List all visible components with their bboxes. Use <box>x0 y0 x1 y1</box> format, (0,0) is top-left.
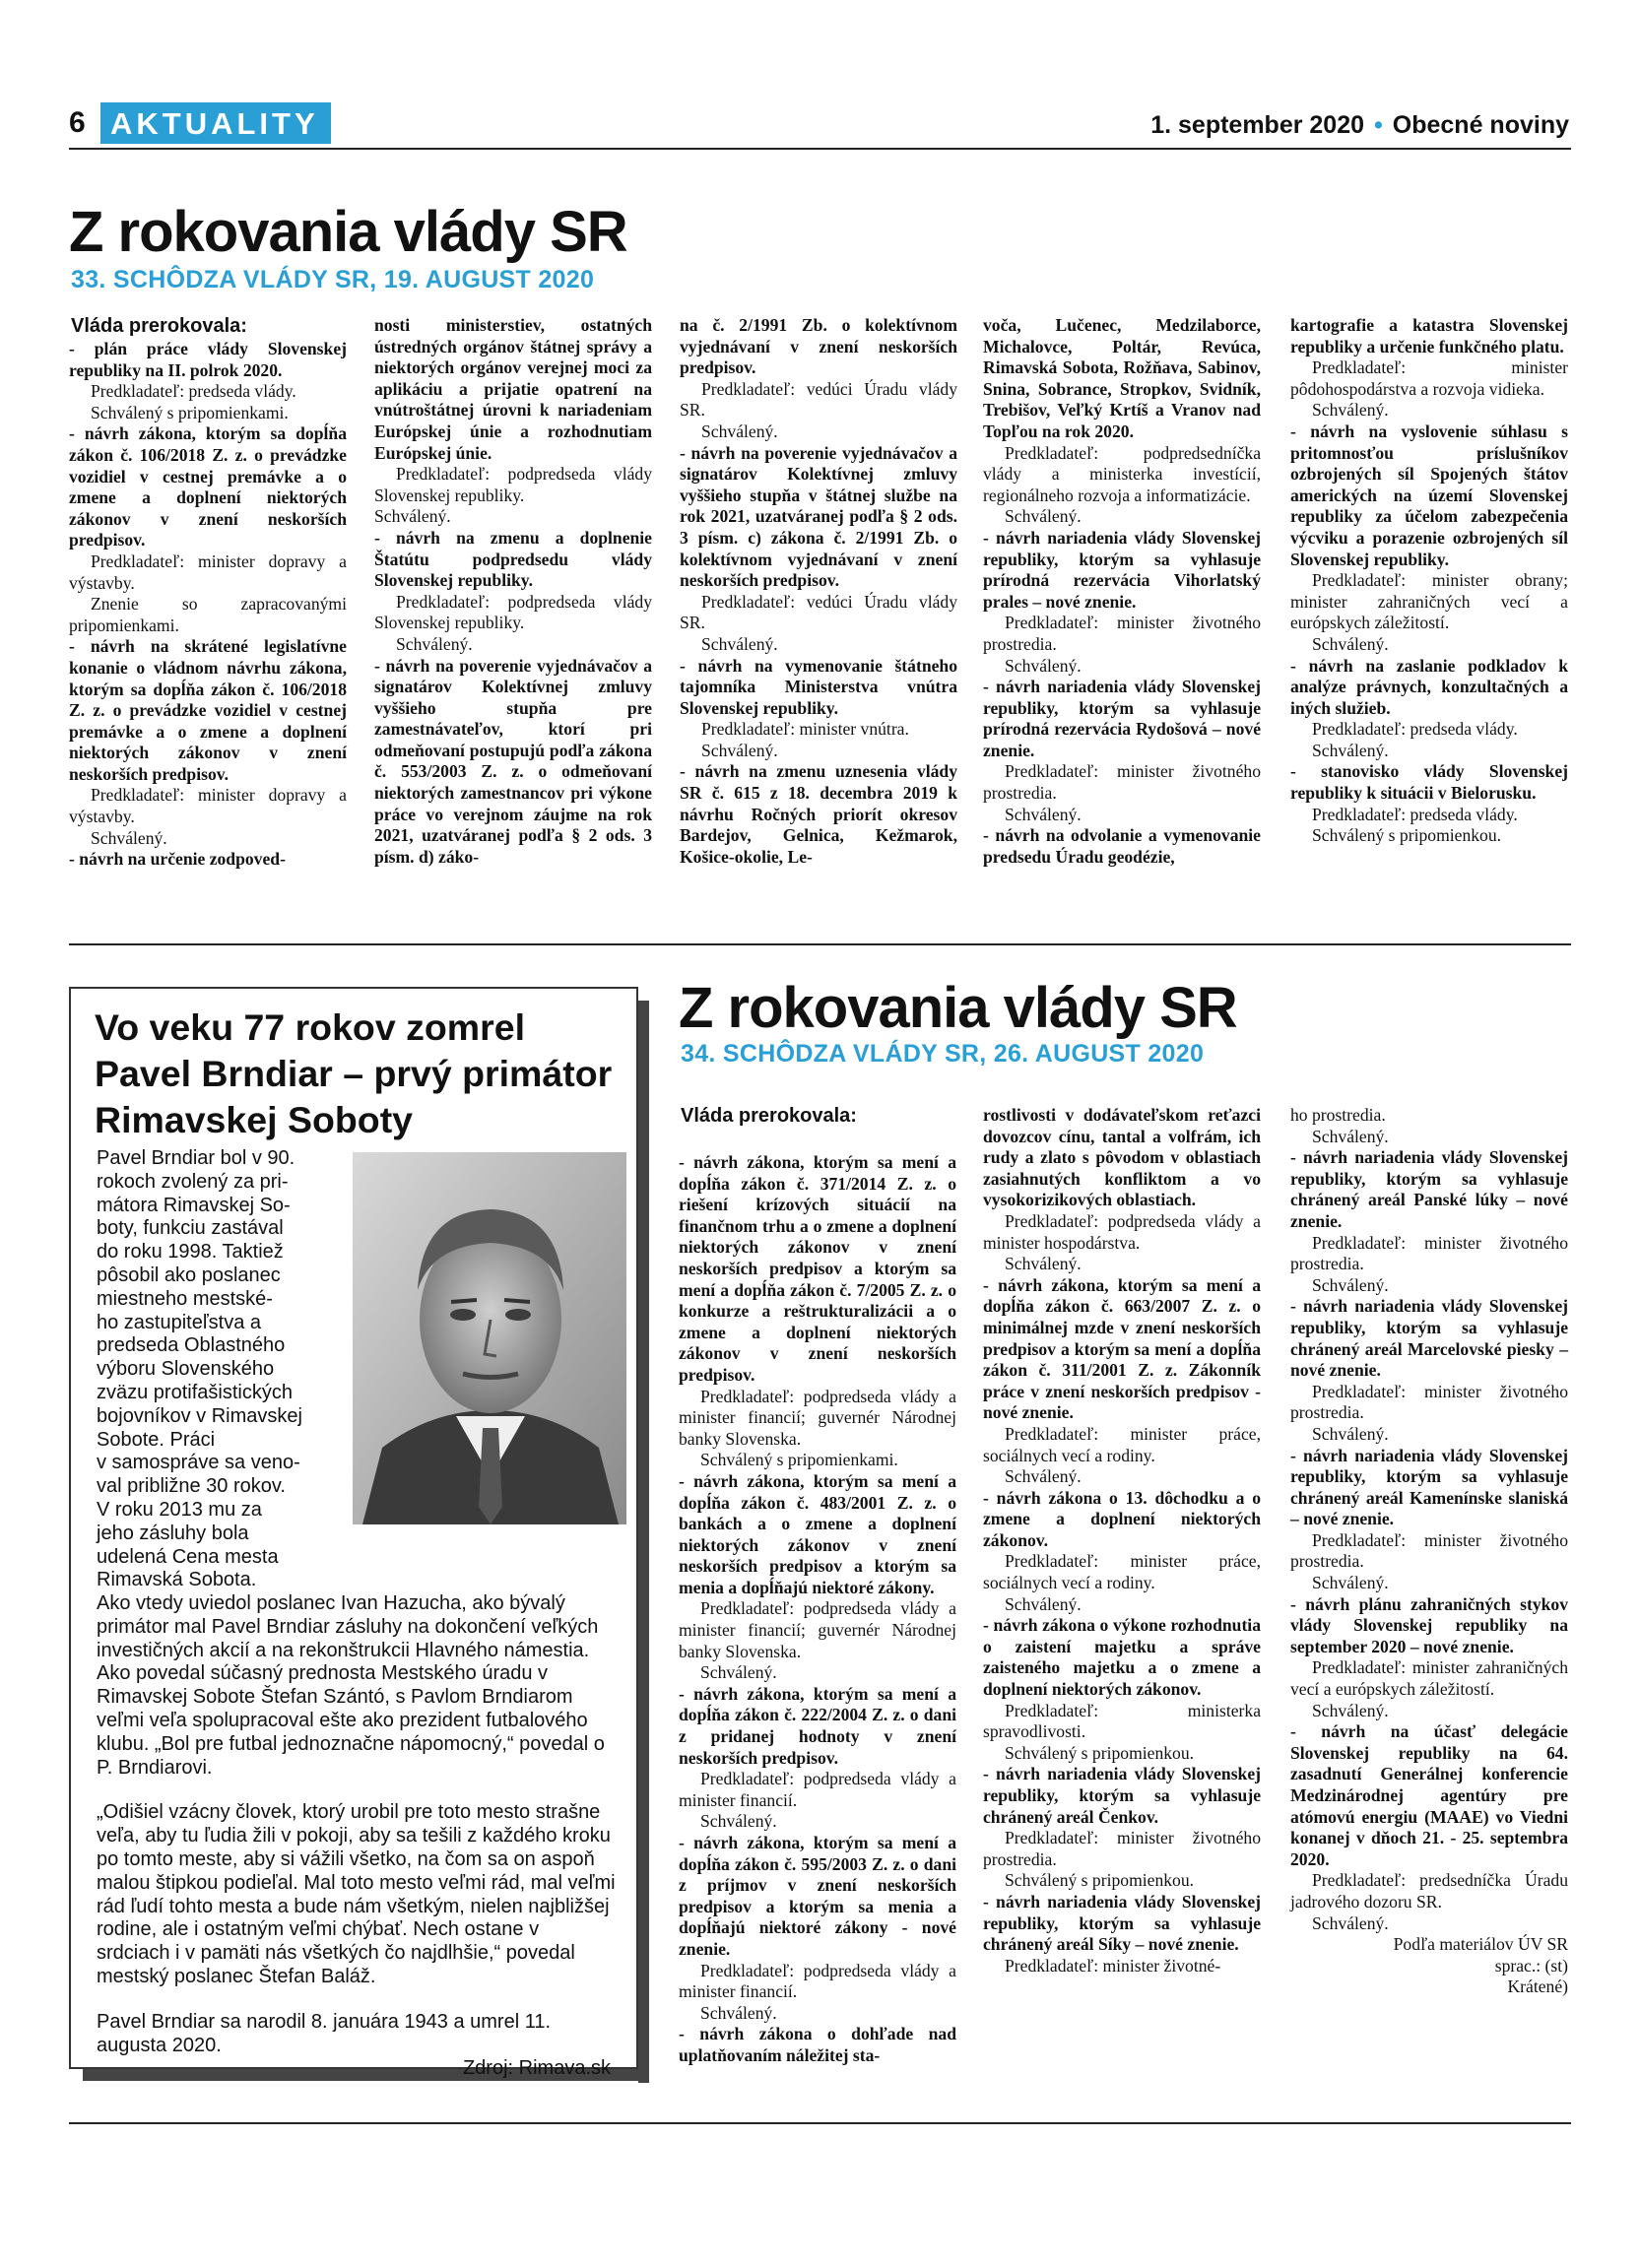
agenda-note: Schválený. <box>700 1811 777 1832</box>
article1-column-2 <box>374 315 652 868</box>
article1-column-4 <box>983 315 1261 868</box>
agenda-note: Schválený. <box>1312 633 1389 654</box>
obituary-intro-line: v samospráve sa veno- <box>97 1452 300 1474</box>
agenda-note: Predkladateľ: minister životného prostredia. <box>983 613 1261 654</box>
agenda-note: Predkladateľ: minister dopravy a výstavby. <box>69 785 347 827</box>
agenda-note: Predkladateľ: minister zahraničných vecí a európskych záležitostí. <box>1290 1657 1568 1700</box>
agenda-item: - návrh nariadenia vlády Slovenskej republiky, ktorým sa vyhlasuje chránený areál Marcelovské piesky – nové znenie. <box>1290 1296 1568 1381</box>
agenda-item: - návrh zákona, ktorým sa mení a dopĺňa zákon č. 222/2004 Z. z. o dani z pridanej hodnoty v znení neskorších predpisov. <box>679 1683 956 1768</box>
credit-line: Podľa materiálov ÚV SR <box>1393 1934 1568 1955</box>
agenda-item: - návrh zákona, ktorým sa mení a dopĺňa zákon č. 595/2003 Z. z. o dani z príjmov v znení neskorších predpisov a ktorým sa menia a dopĺňajú niektoré zákony - nové znenie. <box>679 1833 956 1959</box>
obituary-intro-line: zväzu protifašistických <box>97 1381 293 1403</box>
agenda-note: Predkladateľ: minister vnútra. <box>701 719 909 740</box>
agenda-note: Schválený. <box>1312 1126 1389 1146</box>
agenda-note: Schválený s pripomienkou. <box>1005 1870 1195 1891</box>
box-shadow-right <box>638 1001 649 2083</box>
agenda-note: Schválený s pripomienkou. <box>1312 825 1502 846</box>
obituary-intro-line: udelená Cena mesta <box>97 1545 279 1568</box>
agenda-note: Predkladateľ: podpredseda vlády Slovenskej republiky. <box>374 591 652 633</box>
agenda-item: rostlivosti v dodávateľskom reťazci dovozcov cínu, tantal a volfrám, ich rudy a zlato s pôvodom v oblastiach zasiahnutých konfliktom a vo vysokorizikových oblastiach. <box>983 1105 1261 1210</box>
obituary-intro-line: val približne 30 rokov. <box>97 1475 286 1498</box>
agenda-note: ho prostredia. <box>1290 1105 1386 1125</box>
agenda-note: Predkladateľ: minister životného prostredia. <box>983 1828 1261 1869</box>
agenda-item: - návrh na vyslovenie súhlasu s pritomnosťou príslušníkov ozbrojených síl Spojených štátov amerických na území Slovenskej republiky za účelom zabezpečenia výcviku a porazenie ozbrojených síl Slovenskej republiky. <box>1290 421 1568 569</box>
obituary-birth: Pavel Brndiar sa narodil 8. januára 1943 a umrel 11. augusta 2020. <box>97 2010 552 2056</box>
article1-lead: Vláda prerokovala: <box>71 315 247 337</box>
obituary-intro-line: do roku 1998. Taktiež <box>97 1241 284 1264</box>
agenda-note: Schválený s pripomienkami. <box>91 402 289 422</box>
agenda-item: - návrh na vymenovanie štátneho tajomníka Ministerstva vnútra Slovenskej republiky. <box>680 655 957 718</box>
agenda-note: Schválený. <box>91 827 167 848</box>
agenda-item: - návrh na poverenie vyjednávačov a signatárov Kolektívnej zmluvy vyššieho stupňa pre zamestnávateľov, ktorí pri odmeňovaní postupujú podľa zákona č. 553/2003 Z. z. o odmeňovaní niektorých zamestnancov pri výkone práce vo verejnom záujme na rok 2021, uzatváranej podľa § 2 ods. 3 písm. d) záko- <box>374 655 652 867</box>
agenda-note: Predkladateľ: predseda vlády. <box>1312 719 1518 740</box>
agenda-item: - návrh zákona, ktorým sa dopĺňa zákon č. 106/2018 Z. z. o prevádzke vozidiel v cestnej premávke a o zmene a doplnení niektorých zákonov v znení neskorších predpisov. <box>69 423 347 551</box>
agenda-note: Predkladateľ: predseda vlády. <box>1312 804 1518 824</box>
agenda-note: Predkladateľ: podpredseda vlády a minister hospodárstva. <box>983 1210 1261 1253</box>
agenda-note: Schválený. <box>1312 1573 1389 1593</box>
agenda-note: Schválený. <box>1312 1274 1389 1295</box>
obituary-intro-line: Sobote. Práci <box>97 1428 216 1451</box>
agenda-note: Schválený. <box>700 1662 777 1683</box>
article2-subtitle: 34. SCHÔDZA VLÁDY SR, 26. AUGUST 2020 <box>681 1040 1205 1068</box>
section-label: AKTUALITY <box>100 102 331 144</box>
agenda-note: Predkladateľ: vedúci Úradu vlády SR. <box>680 378 957 421</box>
article2-lead: Vláda prerokovala: <box>681 1105 857 1127</box>
agenda-item: - návrh nariadenia vlády Slovenskej republiky, ktorým sa vyhlasuje chránený areál Kamenínske slaniská – nové znenie. <box>1290 1445 1568 1529</box>
agenda-item: - návrh na zmenu uznesenia vlády SR č. 615 z 18. decembra 2019 k návrhu Ročných priorít okresov Bardejov, Gelnica, Kežmarok, Košice-okolie, Le- <box>680 761 957 867</box>
agenda-note: Schválený. <box>1005 804 1082 824</box>
article1-subtitle: 33. SCHÔDZA VLÁDY SR, 19. AUGUST 2020 <box>71 266 595 293</box>
issue-info <box>1150 111 1569 140</box>
agenda-note: Predkladateľ: minister pôdohospodárstva a rozvoja vidieka. <box>1290 357 1568 399</box>
obituary-intro-line: Pavel Brndiar bol v 90. <box>97 1147 295 1169</box>
article1-column-1 <box>69 339 347 871</box>
agenda-note: Schválený. <box>1005 506 1082 527</box>
agenda-note: Schválený. <box>1312 1912 1389 1933</box>
obituary-body <box>97 1592 617 2081</box>
agenda-note: Schválený. <box>701 740 778 760</box>
agenda-note: Predkladateľ: predseda vlády. <box>91 381 296 402</box>
obituary-intro-line: výboru Slovenského <box>97 1358 275 1381</box>
obituary-title: Vo veku 77 rokov zomrel Pavel Brndiar – prvý primátor Rimavskej Soboty <box>95 1006 613 1140</box>
obituary-paragraph-2: Ako vtedy uviedol poslanec Ivan Hazucha, ako bývalý primátor mal Pavel Brndiar zásluhy na dokončení veľkých investičných akcií a na rekonštrukcii Hlavného námestia. <box>97 1592 599 1661</box>
agenda-note: Predkladateľ: podpredseda vlády a minister financií; guvernér Národnej banky Slovenska. <box>679 1598 956 1661</box>
agenda-note: Predkladateľ: podpredseda vlády a minister financií. <box>679 1769 956 1810</box>
agenda-note: Schválený s pripomienkou. <box>1005 1742 1195 1763</box>
agenda-note: Predkladateľ: minister životného prostredia. <box>1290 1232 1568 1274</box>
agenda-note: Predkladateľ: minister práce, sociálnych vecí a rodiny. <box>983 1551 1261 1593</box>
portrait-photo <box>353 1152 626 1524</box>
obituary-intro-line: boty, funkciu zastával <box>97 1217 284 1240</box>
obituary-intro-line: jeho zásluhy bola <box>97 1522 249 1544</box>
obituary-intro-line: V roku 2013 mu za <box>97 1498 262 1521</box>
agenda-item: - návrh na skrátené legislatívne konanie o vládnom návrhu zákona, ktorým sa dopĺňa zákon č. 106/2018 Z. z. o prevádzke vozidiel v cestnej premávke a o zmene a doplnení niektorých zákonov v znení neskorších predpisov. <box>69 636 347 784</box>
agenda-note: Schválený. <box>374 506 451 527</box>
agenda-item: - návrh nariadenia vlády Slovenskej republiky, ktorým sa vyhlasuje chránený areál Síky – nové znenie. <box>983 1891 1261 1955</box>
obituary-intro-line: rokoch zvolený za pri- <box>97 1170 289 1193</box>
agenda-note: Schválený. <box>1312 1423 1389 1444</box>
obituary-source: Zdroj: Rimava.sk <box>462 2057 611 2080</box>
agenda-note: Predkladateľ: minister životného prostredia. <box>1290 1381 1568 1423</box>
agenda-note: Schválený s pripomienkami. <box>700 1450 898 1470</box>
agenda-item: - stanovisko vlády Slovenskej republiky k situácii v Bielorusku. <box>1290 761 1568 804</box>
agenda-note: Schválený. <box>1005 655 1082 676</box>
agenda-item: - návrh nariadenia vlády Slovenskej republiky, ktorým sa vyhlasuje chránený areál Panské lúky – nové znenie. <box>1290 1147 1568 1231</box>
newspaper-name: Obecné noviny <box>1392 111 1569 139</box>
obituary-intro-line: bojovníkov v Rimavskej <box>97 1404 302 1427</box>
agenda-note: Predkladateľ: podpredsedníčka vlády a ministerka investícií, regionálneho rozvoja a informatizácie. <box>983 442 1261 505</box>
agenda-note: Predkladateľ: predsedníčka Úradu jadrového dozoru SR. <box>1290 1870 1568 1912</box>
agenda-note: Schválený. <box>1005 1593 1082 1614</box>
agenda-item: - návrh na zmenu a doplnenie Štatútu podpredsedu vlády Slovenskej republiky. <box>374 527 652 591</box>
page-number: 6 <box>69 106 86 139</box>
agenda-item: - návrh zákona, ktorým sa mení a dopĺňa zákon č. 663/2007 Z. z. o minimálnej mzde v znení neskorších predpisov a ktorým sa mení a dopĺňa zákon č. 311/2001 Z. z. Zákonník práce v znení neskorších predpisov - nové znenie. <box>983 1274 1261 1423</box>
agenda-note: Schválený. <box>701 633 778 654</box>
agenda-item: - návrh plánu zahraničných stykov vlády Slovenskej republiky na september 2020 – nové znenie. <box>1290 1593 1568 1656</box>
page-bottom-rule <box>69 2122 1571 2124</box>
agenda-note: Predkladateľ: vedúci Úradu vlády SR. <box>680 591 957 633</box>
obituary-intro-line: ho zastupiteľstva a <box>97 1311 262 1333</box>
agenda-item: - návrh nariadenia vlády Slovenskej republiky, ktorým sa vyhlasuje prírodná rezervácia Vihorlatský prales – nové znenie. <box>983 527 1261 612</box>
header-rule <box>69 148 1571 150</box>
article2-title: Z rokovania vlády SR <box>679 976 1237 1040</box>
agenda-note: Predkladateľ: minister obrany; minister zahraničných vecí a európskych záležitostí. <box>1290 570 1568 633</box>
article1-column-5 <box>1290 315 1568 847</box>
agenda-note: Schválený. <box>1005 1466 1082 1487</box>
obituary-intro-line: pôsobil ako poslanec <box>97 1264 281 1286</box>
article2-column-1 <box>679 1152 956 2067</box>
agenda-note: Predkladateľ: minister životného prostredia. <box>1290 1529 1568 1572</box>
credit-line: sprac.: (st) <box>1494 1955 1568 1976</box>
obituary-intro <box>97 1147 343 1592</box>
agenda-note: Znenie so zapracovanými pripomienkami. <box>69 594 347 635</box>
agenda-note: Predkladateľ: podpredseda vlády Slovenskej republiky. <box>374 464 652 505</box>
article1-title: Z rokovania vlády SR <box>69 200 627 264</box>
agenda-item: nosti ministerstiev, ostatných ústredných orgánov štátnej správy a niektorých orgánov verejnej moci za aplikáciu a prijatie opatrení na vnútroštátnej úrovni k nariadeniam Európskej únie a rozhodnutiam Európskej únie. <box>374 315 652 463</box>
article1-bottom-rule <box>69 943 1571 945</box>
agenda-note: Schválený. <box>700 2002 777 2023</box>
agenda-item: na č. 2/1991 Zb. o kolektívnom vyjednávaní v znení neskorších predpisov. <box>680 315 957 378</box>
obituary-intro-line: predseda Oblastného <box>97 1334 286 1357</box>
obituary-intro-line: miestneho mestské- <box>97 1287 273 1310</box>
agenda-item: - návrh zákona o 13. dôchodku a o zmene a doplnení niektorých zákonov. <box>983 1487 1261 1550</box>
article1-column-3 <box>680 315 957 868</box>
agenda-item: - návrh zákona o výkone rozhodnutia o zaistení majetku a správe zaisteného majetku a o zmene a doplnení niektorých zákonov. <box>983 1615 1261 1700</box>
agenda-item: - návrh na odvolanie a vymenovanie predsedu Úradu geodézie, <box>983 825 1261 867</box>
agenda-note: Predkladateľ: minister dopravy a výstavby. <box>69 551 347 593</box>
agenda-item: - návrh nariadenia vlády Slovenskej republiky, ktorým sa vyhlasuje prírodná rezervácia Rydošová – nové znenie. <box>983 677 1261 760</box>
agenda-note: Predkladateľ: podpredseda vlády a minister financií. <box>679 1960 956 2002</box>
agenda-item: - návrh na účasť delegácie Slovenskej republiky na 64. zasadnutí Generálnej konferencie Medzinárodnej agentúry pre atómovú energiu (MAAE) vo Viedni konanej v dňoch 21. - 25. septembra 2020. <box>1290 1721 1568 1869</box>
agenda-note: Schválený. <box>1312 740 1389 760</box>
credit-line: Krátené) <box>1507 1976 1568 1997</box>
agenda-note: Schválený. <box>1312 1700 1389 1720</box>
agenda-item: - návrh nariadenia vlády Slovenskej republiky, ktorým sa vyhlasuje chránený areál Čenkov. <box>983 1764 1261 1827</box>
article2-column-3 <box>1290 1105 1568 1998</box>
agenda-note: Predkladateľ: ministerka spravodlivosti. <box>983 1700 1261 1742</box>
obituary-paragraph-3: Ako povedal súčasný prednosta Mestského úradu v Rimavskej Sobote Štefan Szántó, s Pavlom Brndiarom veľmi veľa spolupracoval ešte ako prezident futbalového klubu. „Bol pre futbal jednoznačne nápomocný,“ povedal o P. Brndiarovi. <box>97 1662 605 1779</box>
agenda-item: - návrh na určenie zodpoved- <box>69 849 286 870</box>
agenda-item: - plán práce vlády Slovenskej republiky na II. polrok 2020. <box>69 339 347 380</box>
article2-column-2 <box>983 1105 1261 1976</box>
agenda-note: Schválený. <box>1005 1254 1082 1274</box>
obituary-intro-line: Rimavská Sobota. <box>97 1569 257 1591</box>
agenda-item: - návrh zákona, ktorým sa mení a dopĺňa zákon č. 371/2014 Z. z. o riešení krízových situácií na finančnom trhu a o zmene a doplnení niektorých zákonov v znení neskorších predpisov a ktorým sa mení a dopĺňa zákon č. 7/2005 Z. z. o konkurze a reštrukturalizácii a o zmene a doplnení niektorých zákonov v znení neskorších predpisov. <box>679 1152 956 1385</box>
agenda-note: Schválený. <box>396 633 473 654</box>
agenda-note: Schválený. <box>701 421 778 441</box>
bullet-separator: • <box>1374 111 1383 139</box>
agenda-note: Predkladateľ: podpredseda vlády a minister financií; guvernér Národnej banky Slovenska. <box>679 1386 956 1449</box>
agenda-note: Predkladateľ: minister práce, sociálnych vecí a rodiny. <box>983 1423 1261 1465</box>
agenda-item: kartografie a katastra Slovenskej republiky a určenie funkčného platu. <box>1290 315 1568 356</box>
agenda-note: Predkladateľ: minister životné- <box>1005 1955 1221 1976</box>
agenda-item: - návrh na zaslanie podkladov k analýze právnych, konzultačných a iných služieb. <box>1290 655 1568 718</box>
issue-date: 1. september 2020 <box>1150 111 1365 139</box>
agenda-note: Predkladateľ: minister životného prostredia. <box>983 761 1261 804</box>
agenda-item: - návrh na poverenie vyjednávačov a signatárov Kolektívnej zmluvy vyššieho stupňa v štátnej službe na rok 2021, uzatváranej podľa § 2 ods. 3 písm. c) zákona č. 2/1991 Zb. o kolektívnom vyjednávaní v znení neskorších predpisov. <box>680 442 957 591</box>
obituary-quote: „Odišiel vzácny človek, ktorý urobil pre toto mesto strašne veľa, aby tu ľudia žili v pokoji, aby sa tešili z každého kroku po tomto meste, aby si vážili všetko, na čom sa on aspoň malou štipkou podieľal. Mal toto mesto veľmi rád, mal veľmi rád ľudí tohto mesta a bude nám všetkým, nielen najbližšej rodine, ale i ostatným veľmi chýbať. Nech ostane v srdciach i v pamäti nás všetkých čo najdlhšie,“ povedal mestský poslanec Štefan Baláž. <box>97 1801 616 1987</box>
obituary-intro-line: mátora Rimavskej So- <box>97 1194 291 1216</box>
agenda-item: - návrh zákona o dohľade nad uplatňovaním náležitej sta- <box>679 2024 956 2065</box>
agenda-item: voča, Lučenec, Medzilaborce, Michalovce, Poltár, Revúca, Rimavská Sobota, Rožňava, Sabinov, Snina, Sobrance, Stropkov, Svidník, Trebišov, Veľký Krtíš a Vranov nad Topľou na rok 2020. <box>983 315 1261 441</box>
agenda-note: Schválený. <box>1312 400 1389 421</box>
agenda-item: - návrh zákona, ktorým sa mení a dopĺňa zákon č. 483/2001 Z. z. o bankách a o zmene a doplnení niektorých zákonov v znení neskorších predpisov a ktorým sa menia a dopĺňajú niektoré zákony. <box>679 1470 956 1597</box>
